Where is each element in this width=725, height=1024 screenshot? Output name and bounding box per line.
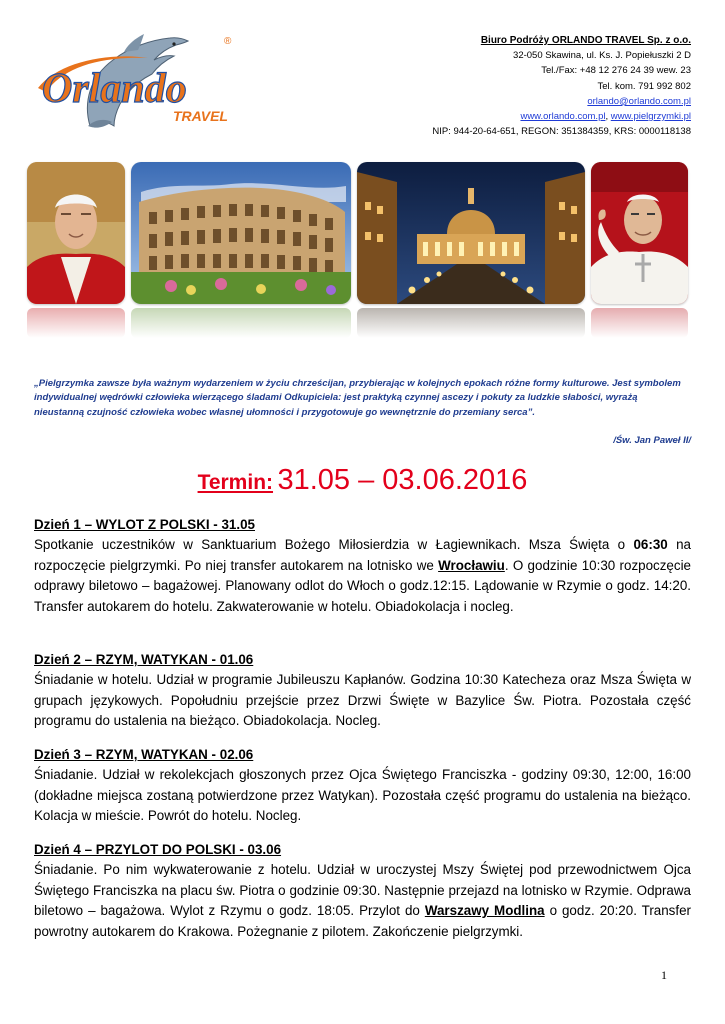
term-label: Termin: — [197, 471, 274, 494]
company-mobile: Tel. kom. 791 992 802 — [597, 80, 691, 92]
pilgrimage-quote: „Pielgrzymka zawsze była ważnym wydarzeniem w życiu chrześcijan, przybierając w kolejnych epokach różne formy kulturowe. Jest symbolem indywidualnej wędrówki człowieka wierzącego śladami Odkupiciela: jest praktyką czynnej ascezy i pokuty za ludzkie słabości, wyrażą nieustanną czujność człowieka wobec własnej ułomności i przygotowuje go wewnętrznie do przemiany serca”. — [34, 378, 681, 418]
trip-term-heading — [0, 464, 725, 497]
logo-text: Orlando — [42, 66, 187, 112]
photo-pope-john-paul — [27, 162, 125, 304]
term-dates: 31.05 – 03.06.2016 — [277, 464, 528, 496]
company-info — [432, 33, 691, 139]
day-heading: Dzień 3 – RZYM, WATYKAN - 02.06 — [34, 747, 254, 762]
day-heading: Dzień 1 – WYLOT Z POLSKI - 31.05 — [34, 517, 255, 532]
day-heading: Dzień 4 – PRZYLOT DO POLSKI - 03.06 — [34, 842, 282, 857]
quote-author: /Św. Jan Paweł II/ — [613, 435, 691, 446]
company-logo — [28, 22, 240, 134]
registered-mark: ® — [224, 36, 232, 47]
photo-pope-francis — [591, 162, 688, 304]
web-separator: , — [605, 111, 611, 123]
photo-strip — [27, 162, 688, 340]
day-heading: Dzień 2 – RZYM, WATYKAN - 01.06 — [34, 652, 254, 667]
day-1-section — [34, 515, 691, 617]
company-telfax: Tel./Fax: +48 12 276 24 39 wew. 23 — [541, 65, 691, 77]
website-link-pielgrzymki[interactable]: www.pielgrzymki.pl — [610, 111, 691, 123]
photo-colosseum — [131, 162, 351, 304]
company-name: Biuro Podróży ORLANDO TRAVEL Sp. z o.o. — [480, 35, 691, 46]
logo-subtext: TRAVEL — [173, 108, 228, 124]
day-description: Śniadanie. Udział w rekolekcjach głoszonych przez Ojca Świętego Franciszka - godziny 09:30, 12:00, 16:00 (dokładne miejsca zostaną potwierdzone przez Watykan). Pozostała część programu do ustalenia na bieżąco. Kolacja w mieście. Powrót do hotelu. Nocleg. — [34, 767, 691, 824]
day-2-section — [34, 650, 691, 732]
day-4-section — [34, 840, 691, 942]
company-address: 32-050 Skawina, ul. Ks. J. Popiełuszki 2 D — [513, 50, 691, 62]
day-description: Śniadanie. Po nim wykwaterowanie z hotelu. Udział w uroczystej Mszy Świętej pod przewodnictwem Ojca Świętego Franciszka na placu św. Piotra o godzinie 09:30. Następnie przejazd na lotnisko w Rzymie. Odprawa biletowo – bagażowa. Wylot z Rzymu o godz. 18:05. Przylot do Warszawy Modlina o godz. 20:20. Transfer powrotny autokarem do Krakowa. Pożegnanie z pilotem. Zakończenie pielgrzymki. — [34, 862, 691, 939]
day-description: Spotkanie uczestników w Sanktuarium Bożego Miłosierdzia w Łagiewnikach. Msza Święta o 06:30 na rozpoczęcie pielgrzymki. Po niej transfer autokarem na lotnisko we Wrocławiu. O godzinie 10:30 rozpoczęcie odprawy biletowo – bagażowej. Planowany odlot do Włoch o godz.12:15. Lądowanie w Rzymie o godz. 14:20. Transfer autokarem do hotelu. Zakwaterowanie w hotelu. Obiadokolacja i nocleg. — [34, 537, 691, 614]
day-description: Śniadanie w hotelu. Udział w programie Jubileuszu Kapłanów. Godzina 10:30 Katecheza oraz Msza Święta w grupach językowych. Popołudniu przejście przez Drzwi Święte w Bazylice Św. Piotra. Pozostała część programu do ustalenia na bieżąco. Obiadokolacja. Nocleg. — [34, 672, 691, 729]
company-identifiers: NIP: 944-20-64-651, REGON: 351384359, KRS: 0000118138 — [432, 126, 691, 138]
email-link[interactable]: orlando@orlando.com.pl — [587, 95, 691, 107]
day-3-section — [34, 745, 691, 827]
photo-st-peters-basilica — [357, 162, 585, 304]
page-number: 1 — [661, 968, 667, 982]
website-link-orlando[interactable]: www.orlando.com.pl — [520, 111, 606, 123]
